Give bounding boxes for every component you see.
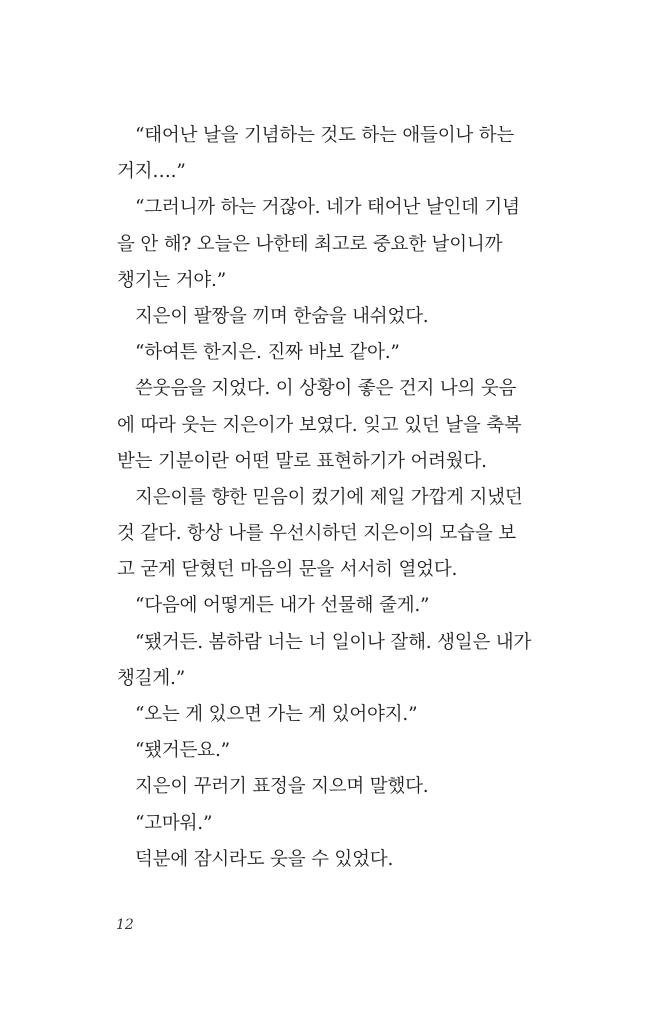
page-number: 12 bbox=[116, 917, 134, 933]
text-line: “태어난 날을 기념하는 것도 하는 애들이나 하는 bbox=[135, 125, 515, 146]
text-line: “됐거든. 봄하람 너는 너 일이나 잘해. 생일은 내가 bbox=[135, 631, 532, 653]
text-line: 것 같다. 항상 나를 우선시하던 지은이의 모습을 보 bbox=[117, 523, 516, 545]
body-text bbox=[117, 118, 532, 878]
text-line: 지은이 팔짱을 끼며 한숨을 내쉬었다. bbox=[135, 305, 429, 327]
text-line: “다음에 어떻게든 내가 선물해 줄게.” bbox=[135, 595, 430, 617]
text-line: 지은이를 향한 믿음이 컸기에 제일 가깝게 지냈던 bbox=[135, 486, 523, 508]
text-line: 에 따라 웃는 지은이가 보였다. 잊고 있던 날을 축복 bbox=[117, 414, 522, 436]
text-line: 덕분에 잠시라도 웃을 수 있었다. bbox=[135, 848, 394, 870]
text-line: “고마워.” bbox=[135, 812, 213, 834]
text-line: 받는 기분이란 어떤 말로 표현하기가 어려웠다. bbox=[117, 450, 487, 472]
text-line: 거지….” bbox=[117, 161, 186, 183]
text-line: 을 안 해? 오늘은 나한테 최고로 중요한 날이니까 bbox=[117, 233, 503, 255]
text-line: 챙길게.” bbox=[117, 667, 185, 689]
text-line: “오는 게 있으면 가는 게 있어야지.” bbox=[135, 704, 418, 725]
text-line: 쓴웃음을 지었다. 이 상황이 좋은 건지 나의 웃음 bbox=[135, 378, 517, 400]
text-line: “됐거든요.” bbox=[135, 740, 230, 762]
text-line: “하여튼 한지은. 진짜 바보 같아.” bbox=[135, 342, 400, 364]
text-line: 고 굳게 닫혔던 마음의 문을 서서히 열었다. bbox=[117, 559, 458, 581]
text-line: 지은이 꾸러기 표정을 지으며 말했다. bbox=[135, 776, 429, 798]
text-line: 챙기는 거야.” bbox=[117, 269, 226, 291]
text-line: “그러니까 하는 거잖아. 네가 태어난 날인데 기념 bbox=[135, 197, 520, 219]
